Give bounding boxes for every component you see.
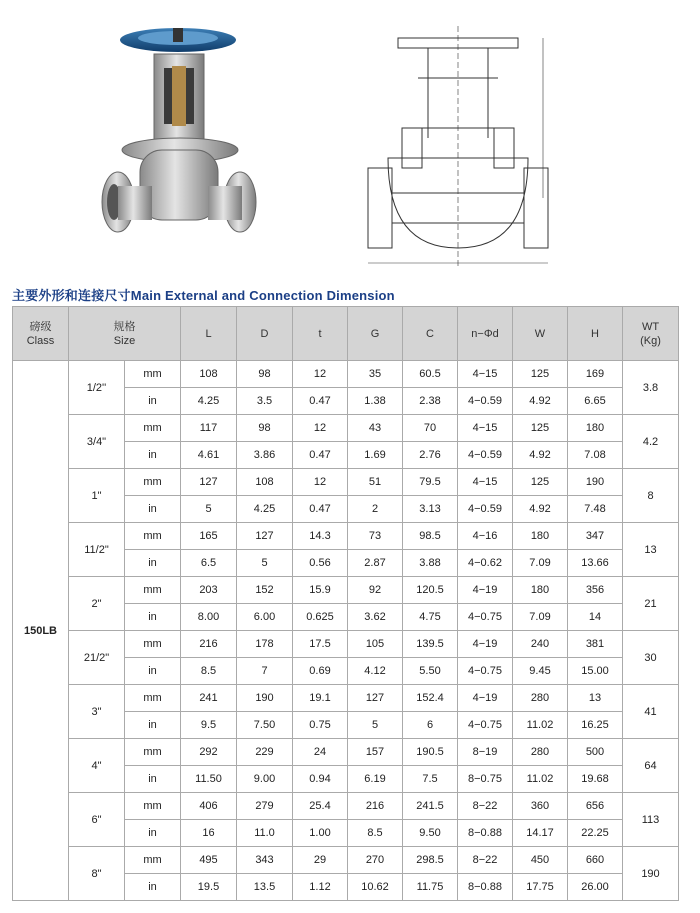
value-cell: 5 — [181, 496, 237, 523]
unit-cell: in — [125, 874, 181, 901]
value-cell: 5.50 — [403, 658, 458, 685]
size-cell: 6" — [69, 793, 125, 847]
value-cell: 19.68 — [568, 766, 623, 793]
value-cell: 2.87 — [348, 550, 403, 577]
header-l: L — [181, 307, 237, 361]
value-cell: 26.00 — [568, 874, 623, 901]
value-cell: 450 — [513, 847, 568, 874]
unit-cell: in — [125, 658, 181, 685]
value-cell: 406 — [181, 793, 237, 820]
unit-cell: mm — [125, 847, 181, 874]
value-cell: 8−0.88 — [458, 874, 513, 901]
value-cell: 0.56 — [293, 550, 348, 577]
value-cell: 22.25 — [568, 820, 623, 847]
value-cell: 1.00 — [293, 820, 348, 847]
value-cell: 125 — [513, 415, 568, 442]
table-row — [13, 739, 679, 766]
value-cell: 10.62 — [348, 874, 403, 901]
value-cell: 13.5 — [237, 874, 293, 901]
value-cell: 8.5 — [348, 820, 403, 847]
unit-cell: mm — [125, 523, 181, 550]
value-cell: 4−19 — [458, 577, 513, 604]
valve-dimension-drawing — [358, 18, 568, 273]
class-cell: 150LB — [13, 361, 69, 901]
unit-cell: in — [125, 388, 181, 415]
table-body — [13, 361, 679, 901]
value-cell: 25.4 — [293, 793, 348, 820]
value-cell: 51 — [348, 469, 403, 496]
value-cell: 12 — [293, 361, 348, 388]
value-cell: 6 — [403, 712, 458, 739]
value-cell: 0.94 — [293, 766, 348, 793]
value-cell: 7 — [237, 658, 293, 685]
value-cell: 190 — [237, 685, 293, 712]
value-cell: 139.5 — [403, 631, 458, 658]
value-cell: 4−0.59 — [458, 388, 513, 415]
value-cell: 4−15 — [458, 469, 513, 496]
value-cell: 8−0.88 — [458, 820, 513, 847]
value-cell: 4−0.75 — [458, 604, 513, 631]
unit-cell: in — [125, 442, 181, 469]
unit-cell: mm — [125, 415, 181, 442]
value-cell: 356 — [568, 577, 623, 604]
value-cell: 7.48 — [568, 496, 623, 523]
value-cell: 4−16 — [458, 523, 513, 550]
value-cell: 5 — [237, 550, 293, 577]
value-cell: 127 — [348, 685, 403, 712]
value-cell: 125 — [513, 361, 568, 388]
table-row — [13, 415, 679, 442]
value-cell: 7.09 — [513, 550, 568, 577]
table-row — [13, 793, 679, 820]
value-cell: 4−15 — [458, 361, 513, 388]
weight-cell: 8 — [623, 469, 679, 523]
value-cell: 24 — [293, 739, 348, 766]
value-cell: 190 — [568, 469, 623, 496]
value-cell: 8.5 — [181, 658, 237, 685]
value-cell: 6.65 — [568, 388, 623, 415]
value-cell: 17.5 — [293, 631, 348, 658]
value-cell: 43 — [348, 415, 403, 442]
value-cell: 98 — [237, 361, 293, 388]
size-cell: 1/2'' — [69, 361, 125, 415]
table-row — [13, 361, 679, 388]
value-cell: 4.75 — [403, 604, 458, 631]
unit-cell: mm — [125, 793, 181, 820]
unit-cell: mm — [125, 469, 181, 496]
header-nd: n−Φd — [458, 307, 513, 361]
header-d: D — [237, 307, 293, 361]
value-cell: 203 — [181, 577, 237, 604]
value-cell: 180 — [513, 523, 568, 550]
value-cell: 4−0.75 — [458, 658, 513, 685]
value-cell: 4.12 — [348, 658, 403, 685]
value-cell: 4−0.75 — [458, 712, 513, 739]
value-cell: 0.47 — [293, 388, 348, 415]
valve-photo — [100, 22, 260, 250]
table-row — [13, 631, 679, 658]
value-cell: 279 — [237, 793, 293, 820]
weight-cell: 3.8 — [623, 361, 679, 415]
value-cell: 3.62 — [348, 604, 403, 631]
value-cell: 29 — [293, 847, 348, 874]
value-cell: 14.3 — [293, 523, 348, 550]
value-cell: 0.75 — [293, 712, 348, 739]
value-cell: 4.61 — [181, 442, 237, 469]
value-cell: 3.88 — [403, 550, 458, 577]
value-cell: 180 — [513, 577, 568, 604]
unit-cell: in — [125, 550, 181, 577]
value-cell: 19.1 — [293, 685, 348, 712]
value-cell: 8.00 — [181, 604, 237, 631]
value-cell: 6.5 — [181, 550, 237, 577]
unit-cell: mm — [125, 739, 181, 766]
value-cell: 3.86 — [237, 442, 293, 469]
value-cell: 4.25 — [237, 496, 293, 523]
weight-cell: 113 — [623, 793, 679, 847]
value-cell: 0.47 — [293, 496, 348, 523]
value-cell: 4.92 — [513, 388, 568, 415]
value-cell: 92 — [348, 577, 403, 604]
value-cell: 4−0.62 — [458, 550, 513, 577]
size-cell: 4" — [69, 739, 125, 793]
value-cell: 381 — [568, 631, 623, 658]
value-cell: 0.69 — [293, 658, 348, 685]
value-cell: 347 — [568, 523, 623, 550]
value-cell: 343 — [237, 847, 293, 874]
value-cell: 4−0.59 — [458, 442, 513, 469]
table-row — [13, 523, 679, 550]
value-cell: 4.92 — [513, 442, 568, 469]
value-cell: 241 — [181, 685, 237, 712]
value-cell: 280 — [513, 739, 568, 766]
value-cell: 127 — [181, 469, 237, 496]
table-header-row — [13, 307, 679, 361]
value-cell: 7.5 — [403, 766, 458, 793]
value-cell: 16 — [181, 820, 237, 847]
value-cell: 12 — [293, 415, 348, 442]
weight-cell: 21 — [623, 577, 679, 631]
value-cell: 35 — [348, 361, 403, 388]
weight-cell: 13 — [623, 523, 679, 577]
section-title: 主要外形和连接尺寸Main External and Connection Dimension — [12, 288, 395, 303]
value-cell: 14.17 — [513, 820, 568, 847]
header-w: W — [513, 307, 568, 361]
weight-cell: 30 — [623, 631, 679, 685]
value-cell: 6.19 — [348, 766, 403, 793]
value-cell: 9.00 — [237, 766, 293, 793]
size-cell: 1" — [69, 469, 125, 523]
header-g: G — [348, 307, 403, 361]
table-row — [13, 847, 679, 874]
value-cell: 2.38 — [403, 388, 458, 415]
value-cell: 105 — [348, 631, 403, 658]
value-cell: 8−22 — [458, 847, 513, 874]
size-cell: 21/2" — [69, 631, 125, 685]
value-cell: 270 — [348, 847, 403, 874]
value-cell: 178 — [237, 631, 293, 658]
value-cell: 17.75 — [513, 874, 568, 901]
value-cell: 240 — [513, 631, 568, 658]
header-t: t — [293, 307, 348, 361]
size-cell: 11/2" — [69, 523, 125, 577]
unit-cell: mm — [125, 361, 181, 388]
unit-cell: in — [125, 496, 181, 523]
value-cell: 4−0.59 — [458, 496, 513, 523]
value-cell: 98.5 — [403, 523, 458, 550]
value-cell: 9.45 — [513, 658, 568, 685]
value-cell: 229 — [237, 739, 293, 766]
weight-cell: 64 — [623, 739, 679, 793]
value-cell: 216 — [181, 631, 237, 658]
header-class: 磅级 Class — [13, 307, 69, 361]
value-cell: 13 — [568, 685, 623, 712]
value-cell: 3.5 — [237, 388, 293, 415]
value-cell: 12 — [293, 469, 348, 496]
dimension-table — [12, 306, 679, 901]
value-cell: 0.625 — [293, 604, 348, 631]
value-cell: 495 — [181, 847, 237, 874]
value-cell: 14 — [568, 604, 623, 631]
header-h: H — [568, 307, 623, 361]
value-cell: 298.5 — [403, 847, 458, 874]
unit-cell: in — [125, 712, 181, 739]
size-cell: 2" — [69, 577, 125, 631]
value-cell: 125 — [513, 469, 568, 496]
value-cell: 8−22 — [458, 793, 513, 820]
value-cell: 11.0 — [237, 820, 293, 847]
value-cell: 190.5 — [403, 739, 458, 766]
unit-cell: in — [125, 604, 181, 631]
value-cell: 169 — [568, 361, 623, 388]
weight-cell: 41 — [623, 685, 679, 739]
unit-cell: mm — [125, 631, 181, 658]
value-cell: 79.5 — [403, 469, 458, 496]
value-cell: 127 — [237, 523, 293, 550]
value-cell: 15.00 — [568, 658, 623, 685]
value-cell: 1.38 — [348, 388, 403, 415]
value-cell: 3.13 — [403, 496, 458, 523]
size-cell: 8" — [69, 847, 125, 901]
header-wt: WT (Kg) — [623, 307, 679, 361]
value-cell: 0.47 — [293, 442, 348, 469]
value-cell: 11.02 — [513, 766, 568, 793]
value-cell: 1.69 — [348, 442, 403, 469]
weight-cell: 190 — [623, 847, 679, 901]
value-cell: 2 — [348, 496, 403, 523]
value-cell: 4−15 — [458, 415, 513, 442]
value-cell: 9.50 — [403, 820, 458, 847]
value-cell: 73 — [348, 523, 403, 550]
value-cell: 241.5 — [403, 793, 458, 820]
unit-cell: in — [125, 820, 181, 847]
value-cell: 70 — [403, 415, 458, 442]
value-cell: 117 — [181, 415, 237, 442]
value-cell: 16.25 — [568, 712, 623, 739]
value-cell: 11.50 — [181, 766, 237, 793]
value-cell: 7.50 — [237, 712, 293, 739]
size-cell: 3/4" — [69, 415, 125, 469]
unit-cell: mm — [125, 685, 181, 712]
value-cell: 165 — [181, 523, 237, 550]
header-c: C — [403, 307, 458, 361]
unit-cell: in — [125, 766, 181, 793]
weight-cell: 4.2 — [623, 415, 679, 469]
value-cell: 98 — [237, 415, 293, 442]
value-cell: 216 — [348, 793, 403, 820]
value-cell: 11.02 — [513, 712, 568, 739]
value-cell: 157 — [348, 739, 403, 766]
header-size: 规格 Size — [69, 307, 181, 361]
value-cell: 7.08 — [568, 442, 623, 469]
value-cell: 120.5 — [403, 577, 458, 604]
value-cell: 7.09 — [513, 604, 568, 631]
table-row — [13, 469, 679, 496]
value-cell: 280 — [513, 685, 568, 712]
value-cell: 500 — [568, 739, 623, 766]
value-cell: 4−19 — [458, 685, 513, 712]
value-cell: 656 — [568, 793, 623, 820]
value-cell: 660 — [568, 847, 623, 874]
value-cell: 11.75 — [403, 874, 458, 901]
value-cell: 5 — [348, 712, 403, 739]
value-cell: 13.66 — [568, 550, 623, 577]
size-cell: 3" — [69, 685, 125, 739]
value-cell: 9.5 — [181, 712, 237, 739]
value-cell: 360 — [513, 793, 568, 820]
table-row — [13, 685, 679, 712]
value-cell: 4.92 — [513, 496, 568, 523]
value-cell: 1.12 — [293, 874, 348, 901]
value-cell: 8−0.75 — [458, 766, 513, 793]
unit-cell: mm — [125, 577, 181, 604]
table-row — [13, 577, 679, 604]
value-cell: 292 — [181, 739, 237, 766]
value-cell: 60.5 — [403, 361, 458, 388]
value-cell: 152 — [237, 577, 293, 604]
value-cell: 108 — [181, 361, 237, 388]
value-cell: 15.9 — [293, 577, 348, 604]
value-cell: 19.5 — [181, 874, 237, 901]
value-cell: 4.25 — [181, 388, 237, 415]
value-cell: 180 — [568, 415, 623, 442]
value-cell: 108 — [237, 469, 293, 496]
value-cell: 6.00 — [237, 604, 293, 631]
value-cell: 4−19 — [458, 631, 513, 658]
value-cell: 152.4 — [403, 685, 458, 712]
value-cell: 8−19 — [458, 739, 513, 766]
value-cell: 2.76 — [403, 442, 458, 469]
